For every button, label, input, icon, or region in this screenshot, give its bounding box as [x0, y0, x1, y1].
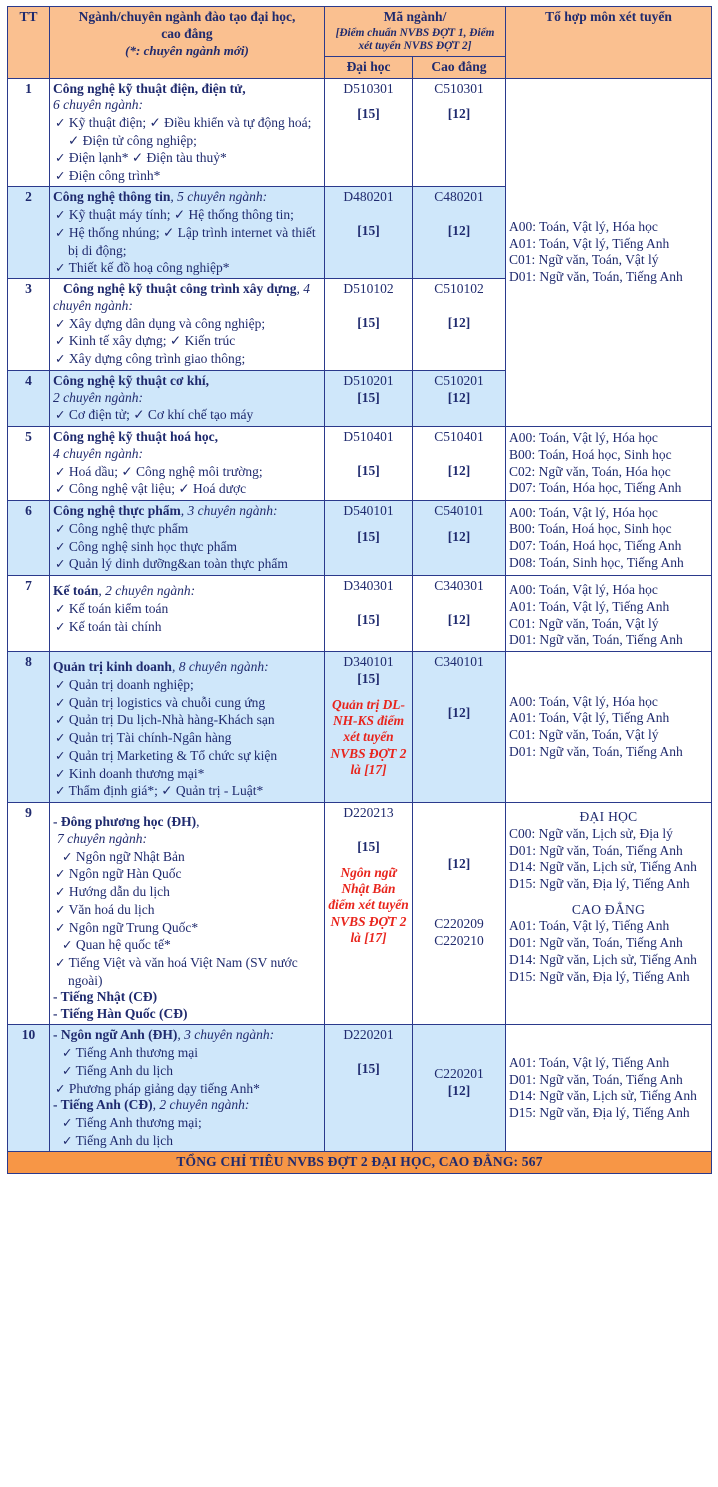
- score-dh: [15]: [357, 389, 380, 405]
- header-combos: Tổ hợp môn xét tuyển: [506, 7, 712, 79]
- check-icon: ✓: [55, 208, 66, 223]
- list-item: [53, 694, 321, 712]
- list-item-label: Xây dựng dân dụng và công nghiệp;: [68, 315, 266, 331]
- code-cd: C340101: [434, 654, 484, 670]
- code-cd: C510201: [434, 372, 484, 388]
- combo-line: D01: Ngữ văn, Toán, Tiếng Anh: [509, 1071, 683, 1087]
- major-title: Kế toán: [53, 583, 99, 599]
- code-cd: C340301: [434, 578, 484, 594]
- combo-line: C00: Ngữ văn, Lịch sử, Địa lý: [509, 825, 673, 841]
- table-footer-row: [8, 1152, 712, 1174]
- combo-cell-row-5: [506, 427, 712, 501]
- list-item: [53, 520, 321, 538]
- code-dh-cell: [325, 803, 413, 1025]
- list-item-label: Tiếng Anh thương mại;: [75, 1114, 202, 1130]
- check-icon: ✓: [55, 557, 66, 572]
- major-title: Công nghệ kỹ thuật điện, điện tử,: [53, 80, 246, 96]
- combo-cell-row-10: [506, 1025, 712, 1152]
- row-index: 8: [8, 652, 50, 803]
- list-item: [53, 729, 321, 747]
- combo-line: D01: Ngữ văn, Toán, Tiếng Anh: [509, 935, 683, 951]
- combo-line: A01: Toán, Vật lý, Tiếng Anh: [509, 235, 670, 251]
- header-code-note: [Điểm chuẩn NVBS ĐỢT 1, Điểm xét tuyển NVBS ĐỢT 2]: [335, 26, 495, 53]
- check-icon: ✓: [55, 902, 66, 917]
- list-item: [53, 315, 321, 333]
- combo-line: D07: Toán, Hóa học, Tiếng Anh: [509, 480, 682, 496]
- table-row: [8, 576, 712, 652]
- list-item-label: Thẩm định giá*; ✓ Quản trị - Luật*: [68, 783, 264, 799]
- row-index: 4: [8, 370, 50, 426]
- list-item-label: Tiếng Anh thương mại: [75, 1045, 198, 1060]
- specialization-list-2: [53, 1114, 321, 1150]
- major-cell: [50, 427, 325, 501]
- combo-line: D01: Ngữ văn, Toán, Tiếng Anh: [509, 269, 683, 285]
- list-item-label: Phương pháp giảng dạy tiếng Anh*: [68, 1080, 260, 1096]
- table-row: [8, 78, 712, 187]
- major-subtitle: , 3 chuyên ngành:: [180, 503, 278, 519]
- combo-line: D15: Ngữ văn, Địa lý, Tiếng Anh: [509, 876, 690, 892]
- list-item-label: Cơ điện tử; ✓ Cơ khí chế tạo máy: [68, 407, 254, 423]
- major-lead: [53, 1027, 321, 1044]
- score-dh: [15]: [357, 223, 380, 239]
- major-title: Công nghệ thực phẩm: [53, 503, 181, 519]
- row-index: 2: [8, 187, 50, 279]
- combo-line: D08: Toán, Sinh học, Tiếng Anh: [509, 554, 684, 570]
- combo-line: B00: Toán, Hoá học, Sinh học: [509, 521, 672, 537]
- list-item-label: Công nghệ vật liệu; ✓ Hoá dược: [68, 481, 247, 497]
- major-subtitle: 4 chuyên ngành:: [53, 445, 143, 461]
- list-item: [53, 114, 321, 149]
- code-dh: D540101: [343, 503, 394, 519]
- combo-line: D01: Ngữ văn, Toán, Tiếng Anh: [509, 632, 683, 648]
- list-item: [53, 555, 321, 573]
- list-item: [53, 406, 321, 424]
- score-cd: [12]: [447, 1083, 471, 1098]
- major-subtitle: , 2 chuyên ngành:: [98, 583, 196, 599]
- combo-line: D15: Ngữ văn, Địa lý, Tiếng Anh: [509, 1105, 690, 1121]
- code-dh: D480201: [343, 189, 394, 205]
- code-cd: C480201: [434, 189, 484, 205]
- code-dh-cell: [325, 427, 413, 501]
- combo-line: A00: Toán, Vật lý, Hóa học: [509, 504, 658, 520]
- major-title: Quản trị kinh doanh: [53, 659, 172, 675]
- list-item: [53, 1062, 321, 1080]
- code-dh: D510102: [343, 281, 394, 297]
- check-icon: ✓: [62, 1133, 73, 1148]
- list-item-label: Kinh tế xây dựng; ✓ Kiến trúc: [68, 333, 236, 349]
- code-dh-cell: [325, 652, 413, 803]
- list-item: [53, 901, 321, 919]
- check-icon: ✓: [55, 695, 66, 710]
- combo-cell-row-8: [506, 652, 712, 803]
- row-index: 5: [8, 427, 50, 501]
- row-index: 3: [8, 279, 50, 371]
- check-icon: ✓: [55, 1081, 66, 1096]
- code-cd-cell: [413, 187, 506, 279]
- major-subtitle: 7 chuyên ngành:: [57, 830, 147, 846]
- code-dh-cell: [325, 576, 413, 652]
- score-cd: [12]: [447, 856, 471, 872]
- header-code-title: Mã ngành/: [383, 9, 447, 24]
- list-item-label: Quan hệ quốc tế*: [75, 937, 171, 953]
- list-item: [53, 167, 321, 185]
- combo-cell-row-9: [506, 803, 712, 1025]
- code-dh: D220201: [343, 1027, 394, 1043]
- list-item: [53, 782, 321, 800]
- check-icon: ✓: [55, 766, 66, 781]
- check-icon: ✓: [55, 352, 66, 367]
- header-tt: TT: [8, 7, 50, 79]
- list-item: [53, 711, 321, 729]
- major-cell: [50, 187, 325, 279]
- code-dh: D510301: [343, 80, 394, 96]
- table-row: [8, 652, 712, 803]
- score-dh: [15]: [357, 528, 380, 544]
- score-cd: [12]: [447, 223, 471, 239]
- major-cell: [50, 279, 325, 371]
- list-item: [53, 149, 321, 167]
- header-code-dh: Đại học: [325, 56, 413, 78]
- combo-cell-rows-1-4: [506, 78, 712, 427]
- list-item-label: Kỹ thuật điện; ✓ Điều khiển và tự động hoá; ✓ Điện tử công nghiệp;: [68, 115, 312, 148]
- list-item: [53, 765, 321, 783]
- major-title: Công nghệ kỹ thuật công trình xây dựng: [63, 281, 297, 297]
- score-cd: [12]: [447, 462, 471, 478]
- list-item-label: Tiếng Anh du lịch: [75, 1062, 174, 1078]
- major-cell: [50, 78, 325, 187]
- list-item-label: Kế toán tài chính: [68, 618, 162, 634]
- check-icon: ✓: [55, 225, 66, 240]
- major-tail-1: - Tiếng Nhật (CĐ): [53, 988, 158, 1004]
- table-row: [8, 427, 712, 501]
- code-dh-red-note: Quản trị DL-NH-KS điểm xét tuyển NVBS ĐỢT 2 là [17]: [330, 696, 407, 777]
- check-icon: ✓: [55, 713, 66, 728]
- check-icon: ✓: [55, 677, 66, 692]
- row-index: 7: [8, 576, 50, 652]
- score-dh: [15]: [357, 611, 380, 627]
- major-tail-2: - Tiếng Hàn Quốc (CĐ): [53, 1005, 188, 1021]
- code-dh-cell: [325, 501, 413, 576]
- score-dh: [15]: [357, 670, 380, 686]
- specialization-list: [53, 114, 321, 184]
- specialization-list: [53, 206, 321, 276]
- specialization-list: [53, 848, 321, 989]
- major-subtitle: , 8 chuyên ngành:: [171, 659, 269, 675]
- major-title: Công nghệ kỹ thuật cơ khí,: [53, 372, 210, 388]
- code-cd: C510102: [434, 281, 484, 297]
- code-cd-cell: [413, 1025, 506, 1152]
- code-dh: D340301: [343, 578, 394, 594]
- check-icon: ✓: [55, 885, 66, 900]
- major-title-tail: ,: [196, 814, 200, 830]
- check-icon: ✓: [55, 482, 66, 497]
- row-index: 6: [8, 501, 50, 576]
- major-subtitle: , 4 chuyên ngành:: [53, 281, 311, 313]
- check-icon: ✓: [62, 1063, 73, 1078]
- code-cd: C220201: [434, 1066, 484, 1082]
- check-icon: ✓: [55, 168, 66, 183]
- list-item: [53, 463, 321, 481]
- list-item-label: Điện lạnh* ✓ Điện tàu thuỷ*: [68, 149, 227, 165]
- list-item-label: Kỹ thuật máy tính; ✓ Hệ thống thông tin;: [68, 207, 294, 223]
- list-item-label: Công nghệ thực phẩm: [68, 520, 189, 536]
- code-cd-cell: [413, 501, 506, 576]
- code-cd-cell: [413, 279, 506, 371]
- check-icon: ✓: [55, 408, 66, 423]
- list-item-label: Điện công trình*: [68, 167, 161, 183]
- major-subtitle: 2 chuyên ngành:: [53, 389, 143, 405]
- list-item-label: Tiếng Anh du lịch: [75, 1132, 174, 1148]
- code-cd-cell: [413, 370, 506, 426]
- combo-group-cd-heading: CAO ĐẲNG: [571, 901, 646, 917]
- list-item: [53, 747, 321, 765]
- major-title-2: - Tiếng Anh (CĐ): [53, 1097, 153, 1113]
- score-cd: [12]: [447, 704, 471, 720]
- combo-line: B00: Toán, Hoá học, Sinh học: [509, 446, 672, 462]
- specialization-list: [53, 520, 321, 573]
- combo-line: D07: Toán, Hoá học, Tiếng Anh: [509, 538, 682, 554]
- combo-line: C01: Ngữ văn, Toán, Vật lý: [509, 252, 659, 268]
- list-item: [53, 538, 321, 556]
- code-cd-extra-1: C220209: [434, 915, 484, 931]
- header-row-1: [8, 7, 712, 57]
- code-cd-cell: [413, 427, 506, 501]
- row-index: 1: [8, 78, 50, 187]
- list-item-label: Quản trị logistics và chuỗi cung ứng: [68, 694, 266, 710]
- list-item: [53, 1044, 321, 1062]
- check-icon: ✓: [55, 316, 66, 331]
- score-cd: [12]: [447, 106, 471, 122]
- list-item: [53, 936, 321, 954]
- combo-line: C01: Ngữ văn, Toán, Vật lý: [509, 727, 659, 743]
- list-item-label: Quản trị Marketing & Tổ chức sự kiện: [68, 747, 278, 763]
- major-title: Công nghệ kỹ thuật hoá học,: [53, 429, 219, 445]
- list-item: [53, 332, 321, 350]
- specialization-list: [53, 315, 321, 368]
- code-cd: C540101: [434, 503, 484, 519]
- list-item: [53, 259, 321, 277]
- list-item: [53, 848, 321, 866]
- code-cd-extra-2: C220210: [434, 932, 484, 948]
- combo-line: D01: Ngữ văn, Toán, Tiếng Anh: [509, 743, 683, 759]
- major-subtitle: 6 chuyên ngành:: [53, 97, 143, 113]
- check-icon: ✓: [55, 619, 66, 634]
- list-item: [53, 1132, 321, 1150]
- list-item-label: Công nghệ sinh học thực phẩm: [68, 538, 238, 554]
- check-icon: ✓: [55, 920, 66, 935]
- list-item-label: Quản trị Du lịch-Nhà hàng-Khách sạn: [68, 712, 275, 728]
- total-quota-label: TỔNG CHỈ TIÊU NVBS ĐỢT 2 ĐẠI HỌC, CAO ĐẲNG: 567: [8, 1152, 712, 1174]
- major-title: - Ngôn ngữ Anh (ĐH): [53, 1027, 178, 1043]
- check-icon: ✓: [55, 731, 66, 746]
- table-row: [8, 501, 712, 576]
- code-dh-cell: [325, 279, 413, 371]
- code-cd: C510401: [434, 429, 484, 445]
- list-item-label: Kinh doanh thương mại*: [68, 765, 205, 781]
- list-item-label: Ngôn ngữ Hàn Quốc: [68, 866, 182, 882]
- check-icon: ✓: [55, 867, 66, 882]
- major-title-tail: , 3 chuyên ngành:: [177, 1027, 275, 1043]
- check-icon: ✓: [62, 849, 73, 864]
- header-code-cd: Cao đẳng: [413, 56, 506, 78]
- code-dh-cell: [325, 370, 413, 426]
- list-item: [53, 865, 321, 883]
- score-cd: [12]: [447, 611, 471, 627]
- combo-line: A01: Toán, Vật lý, Tiếng Anh: [509, 918, 670, 934]
- code-cd-cell: [413, 78, 506, 187]
- specialization-list: [53, 463, 321, 499]
- code-dh: D220213: [343, 805, 394, 821]
- list-item: [53, 1080, 321, 1098]
- header-major-note: (*: chuyên ngành mới): [125, 43, 249, 59]
- specialization-list: [53, 676, 321, 800]
- check-icon: ✓: [62, 938, 73, 953]
- list-item-label: Xây dựng công trình giao thông;: [68, 351, 246, 367]
- major-lead: [53, 814, 321, 831]
- table-row: [8, 1025, 712, 1152]
- specialization-list: [53, 406, 321, 424]
- check-icon: ✓: [55, 260, 66, 275]
- major-title-2-tail: , 2 chuyên ngành:: [152, 1097, 250, 1113]
- row-index: 9: [8, 803, 50, 1025]
- code-dh-cell: [325, 1025, 413, 1152]
- combo-line: D01: Ngữ văn, Toán, Tiếng Anh: [509, 842, 683, 858]
- combo-line: D14: Ngữ văn, Lịch sử, Tiếng Anh: [509, 951, 697, 967]
- combo-group-dh-heading: ĐẠI HỌC: [579, 809, 638, 825]
- check-icon: ✓: [62, 1115, 73, 1130]
- combo-line: A00: Toán, Vật lý, Hóa học: [509, 430, 658, 446]
- table-body: [8, 78, 712, 1174]
- score-cd: [12]: [447, 315, 471, 330]
- combo-line: C01: Ngữ văn, Toán, Vật lý: [509, 615, 659, 631]
- score-dh: [15]: [357, 462, 380, 478]
- major-cell: [50, 501, 325, 576]
- combo-line: A00: Toán, Vật lý, Hóa học: [509, 218, 658, 234]
- header-major-line1: Ngành/chuyên ngành đào tạo đại học,: [78, 9, 296, 24]
- list-item-label: Văn hoá du lịch: [68, 901, 155, 917]
- check-icon: ✓: [55, 116, 66, 131]
- check-icon: ✓: [55, 748, 66, 763]
- list-item-label: Hoá dầu; ✓ Công nghệ môi trường;: [68, 463, 263, 479]
- code-cd-cell: [413, 576, 506, 652]
- check-icon: ✓: [62, 1046, 73, 1060]
- combo-cell-row-6: [506, 501, 712, 576]
- list-item-label: Tiếng Việt và văn hoá Việt Nam (SV nước ngoài): [68, 955, 298, 988]
- code-dh-red-note: Ngôn ngữ Nhật Bản điểm xét tuyển NVBS ĐỢT 2 là [17]: [328, 864, 409, 945]
- list-item: [53, 883, 321, 901]
- list-item: [53, 206, 321, 224]
- specialization-list: [53, 600, 321, 636]
- list-item-label: Quản trị doanh nghiệp;: [68, 676, 194, 692]
- score-cd: [12]: [447, 528, 471, 544]
- score-cd: [12]: [447, 389, 471, 405]
- check-icon: ✓: [55, 601, 66, 616]
- major-subtitle: , 5 chuyên ngành:: [170, 189, 268, 205]
- list-item: [53, 600, 321, 618]
- combo-line: A00: Toán, Vật lý, Hóa học: [509, 693, 658, 709]
- list-item: [53, 954, 321, 989]
- combo-line: A01: Toán, Vật lý, Tiếng Anh: [509, 598, 670, 614]
- major-lead-2: [53, 1097, 321, 1114]
- list-item: [53, 1114, 321, 1132]
- header-code: [325, 7, 506, 57]
- combo-line: D14: Ngữ văn, Lịch sử, Tiếng Anh: [509, 1088, 697, 1104]
- list-item-label: Hướng dẫn du lịch: [68, 884, 170, 900]
- table-row: [8, 803, 712, 1025]
- major-title: - Đông phương học (ĐH): [53, 814, 197, 830]
- code-cd-cell: [413, 652, 506, 803]
- check-icon: ✓: [55, 956, 66, 971]
- list-item: [53, 224, 321, 259]
- admissions-table: [7, 6, 712, 1174]
- table-header: [8, 7, 712, 79]
- combo-line: A00: Toán, Vật lý, Hóa học: [509, 582, 658, 598]
- combo-line: C02: Ngữ văn, Toán, Hóa học: [509, 463, 671, 479]
- header-major: [50, 7, 325, 79]
- score-dh: [15]: [357, 106, 380, 122]
- check-icon: ✓: [55, 521, 66, 536]
- check-icon: ✓: [55, 539, 66, 554]
- score-dh: [15]: [357, 838, 380, 854]
- list-item: [53, 676, 321, 694]
- list-item-label: Quản lý dinh dưỡng&an toàn thực phẩm: [68, 556, 288, 572]
- row-index: 10: [8, 1025, 50, 1152]
- major-cell: [50, 803, 325, 1025]
- list-item: [53, 350, 321, 368]
- major-cell: [50, 652, 325, 803]
- check-icon: ✓: [55, 334, 66, 349]
- check-icon: ✓: [55, 150, 66, 165]
- score-dh: [15]: [357, 1061, 380, 1076]
- check-icon: ✓: [55, 784, 66, 799]
- code-cd-cell: [413, 803, 506, 1025]
- code-dh: D510401: [343, 429, 394, 445]
- score-dh: [15]: [357, 315, 380, 330]
- list-item-label: Thiết kế đồ hoạ công nghiệp*: [68, 259, 230, 275]
- list-item: [53, 919, 321, 937]
- major-title: Công nghệ thông tin: [53, 189, 171, 205]
- list-item: [53, 480, 321, 498]
- header-major-line2: cao đẳng: [161, 25, 213, 41]
- code-dh-cell: [325, 187, 413, 279]
- major-cell: [50, 370, 325, 426]
- list-item-label: Ngôn ngữ Nhật Bản: [75, 848, 185, 864]
- list-item-label: Ngôn ngữ Trung Quốc*: [68, 919, 199, 935]
- code-dh-cell: [325, 78, 413, 187]
- code-dh: D510201: [343, 372, 394, 388]
- check-icon: ✓: [55, 464, 66, 479]
- major-cell: [50, 576, 325, 652]
- specialization-list: [53, 1044, 321, 1097]
- code-dh: D340101: [343, 654, 394, 670]
- combo-line: D14: Ngữ văn, Lịch sử, Tiếng Anh: [509, 859, 697, 875]
- combo-cell-row-7: [506, 576, 712, 652]
- major-cell: [50, 1025, 325, 1152]
- combo-line: D15: Ngữ văn, Địa lý, Tiếng Anh: [509, 968, 690, 984]
- code-cd: C510301: [434, 80, 484, 96]
- combo-line: A01: Toán, Vật lý, Tiếng Anh: [509, 710, 670, 726]
- list-item-label: Kế toán kiểm toán: [68, 600, 169, 616]
- list-item-label: Quản trị Tài chính-Ngân hàng: [68, 730, 232, 746]
- list-item-label: Hệ thống nhúng; ✓ Lập trình internet và thiết bị di động;: [68, 224, 316, 258]
- list-item: [53, 618, 321, 636]
- combo-line: A01: Toán, Vật lý, Tiếng Anh: [509, 1054, 670, 1070]
